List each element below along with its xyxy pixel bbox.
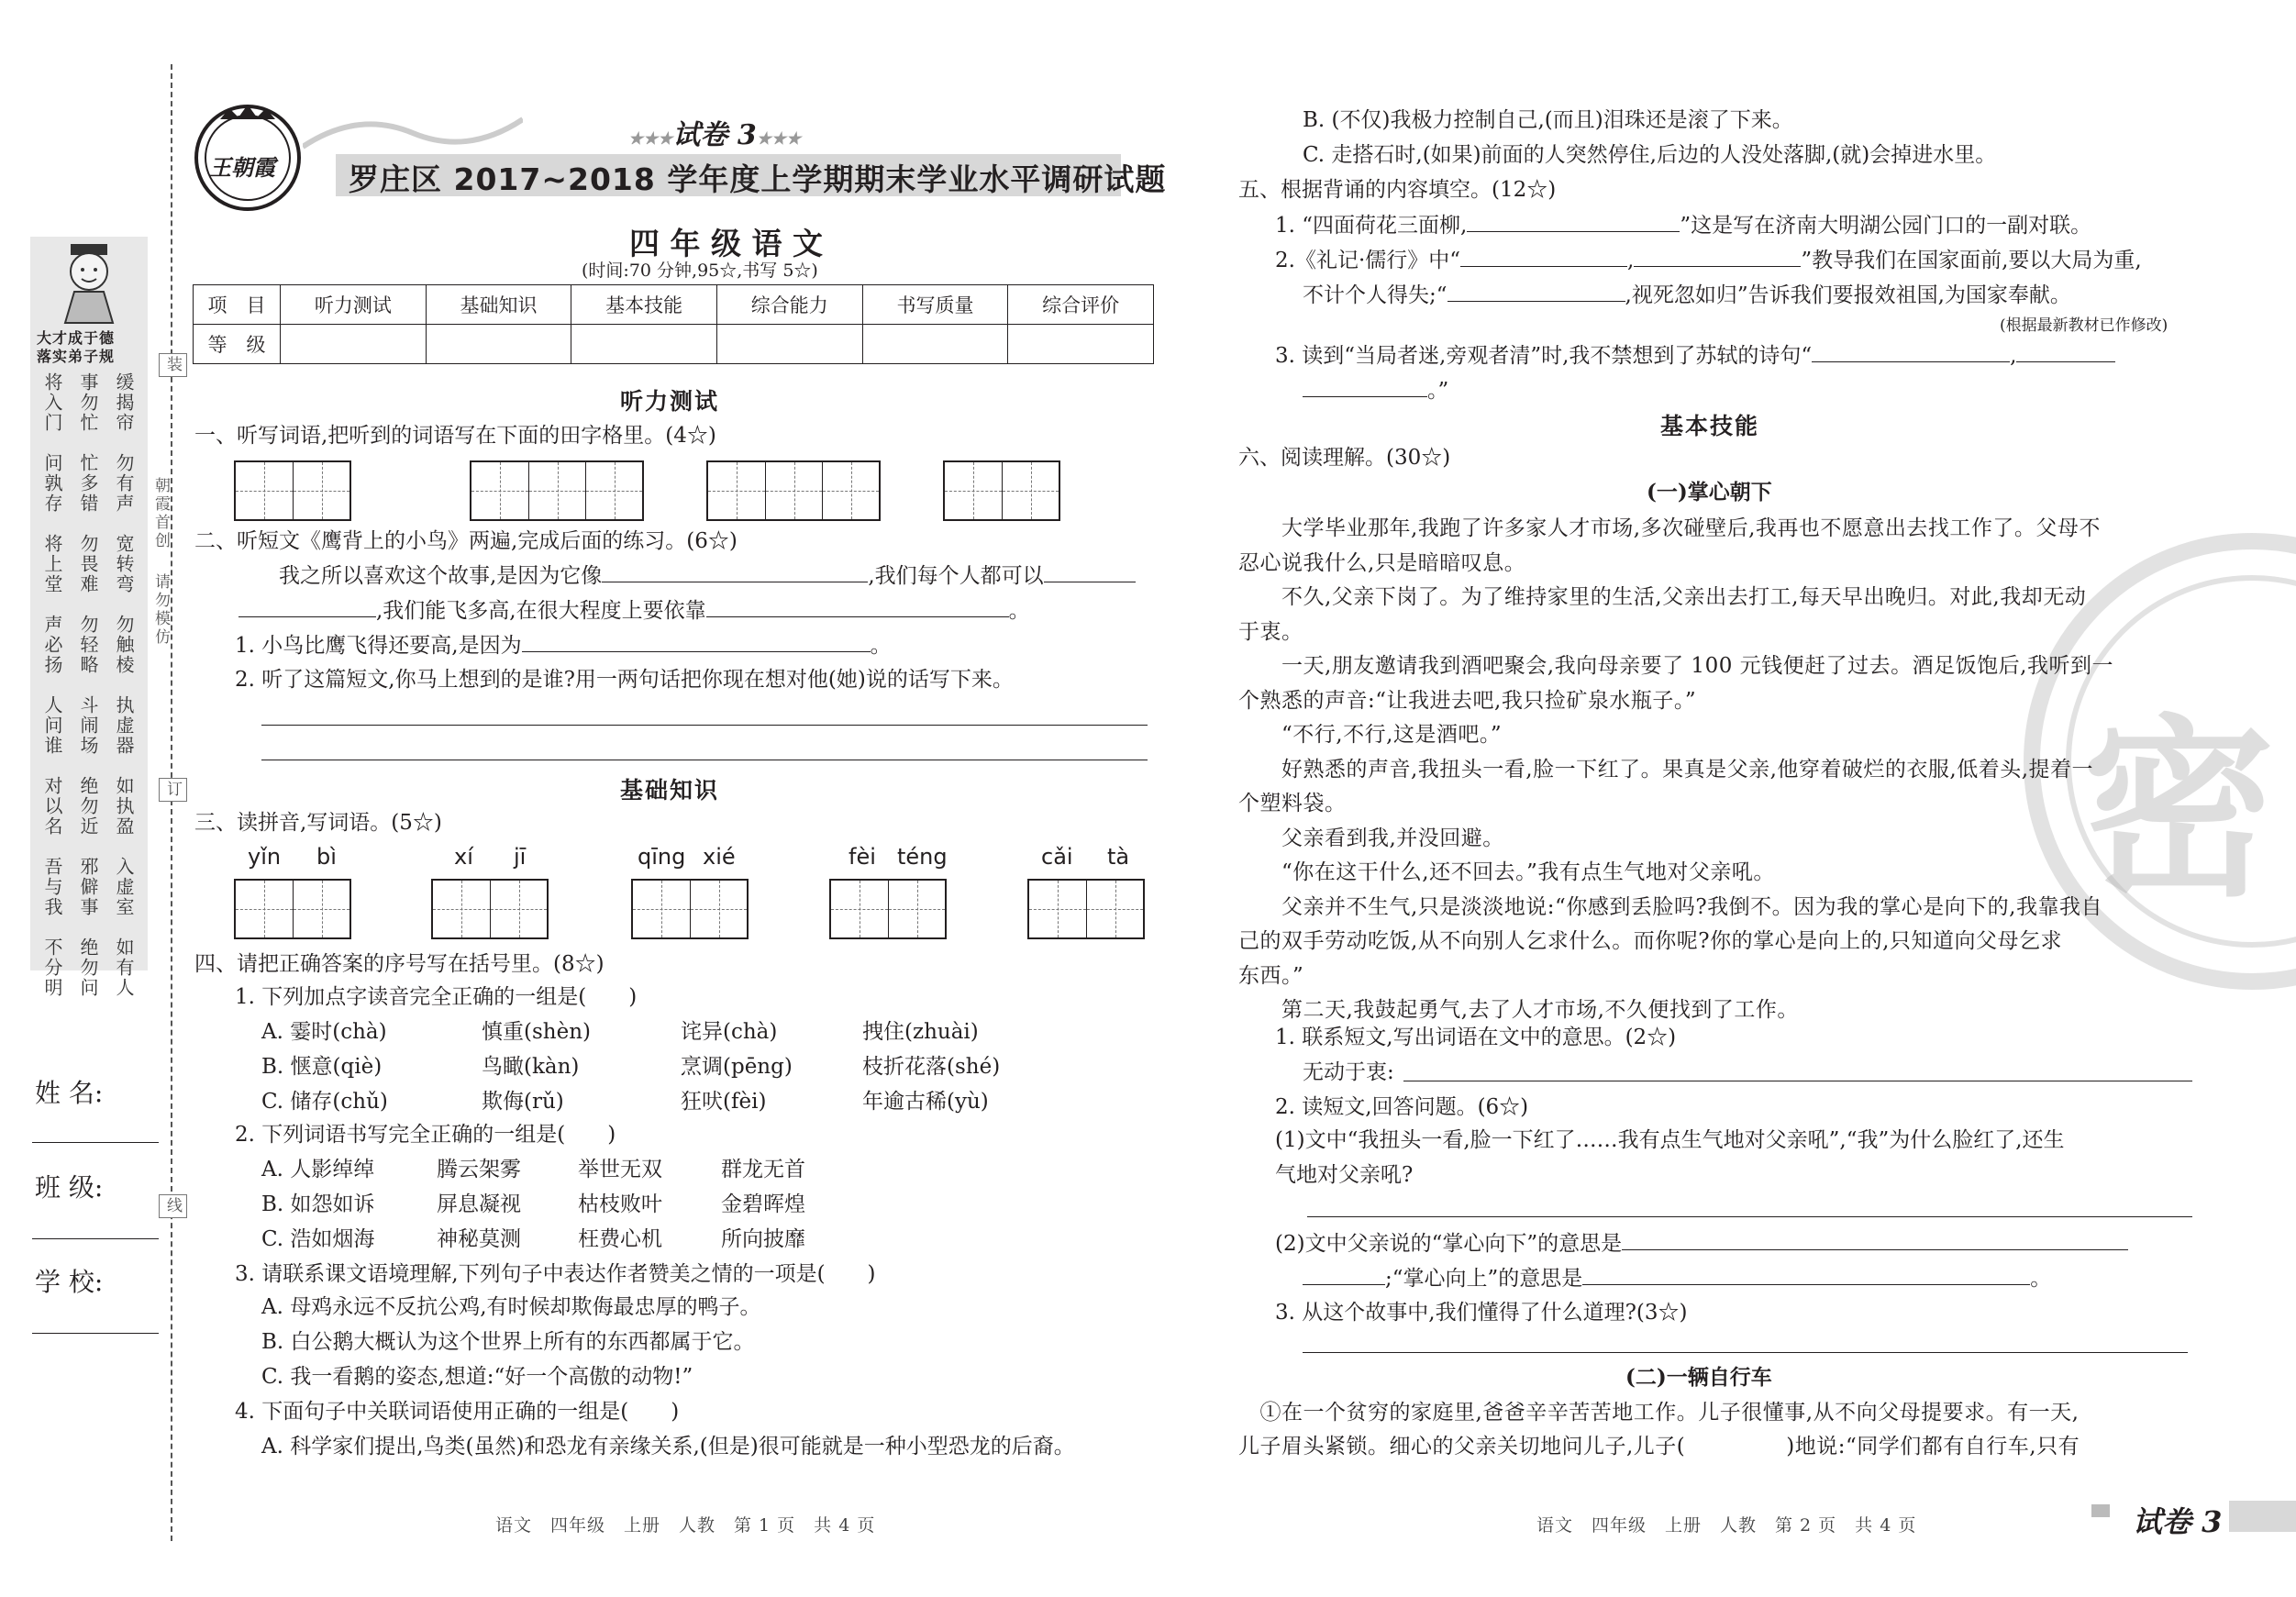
answer-blank[interactable] xyxy=(1685,1433,1786,1453)
answer-blank[interactable] xyxy=(1812,341,2010,362)
answer-blank[interactable] xyxy=(1582,1264,2030,1285)
q5-2-continued xyxy=(1303,281,2071,309)
pinyin-label: yǐn xyxy=(248,844,282,870)
school-label: 学 校: xyxy=(35,1267,104,1297)
answer-blank[interactable] xyxy=(1634,246,1801,267)
passage-line: 不久,父亲下岗了。为了维持家里的生活,父亲出去打工,每天早出晚归。对此,我却无动 xyxy=(1238,585,2087,609)
question-4-3: 3. 请联系课文语境理解,下列句子中表达作者赞美之情的一项是( ) xyxy=(235,1262,876,1286)
q2-1-end: 。 xyxy=(870,634,892,658)
motto-line: 邪僻事 xyxy=(77,857,99,917)
option-cell: 金碧晖煌 xyxy=(721,1192,805,1216)
motto-top-line1: 大才成于德 xyxy=(37,329,116,347)
q2-text: 。 xyxy=(1008,599,1030,623)
q2-text: ,我们每个人都可以 xyxy=(868,564,1044,588)
answer-line[interactable] xyxy=(261,725,1148,726)
motto-line: 如执盈 xyxy=(113,776,135,837)
motto-line: 宽转弯 xyxy=(113,534,135,594)
option-cell: C. 浩如烟海 xyxy=(261,1227,375,1251)
answer-blank[interactable] xyxy=(602,561,868,582)
p1-q2-2 xyxy=(1275,1229,2128,1258)
q5-text: ,视死忽如归”告诉我们要报效祖国,为国家奉献。 xyxy=(1625,283,2071,307)
pinyin-grid[interactable] xyxy=(431,879,549,939)
motto-grid xyxy=(43,369,135,1002)
q5-text: ”教导我们在国家面前,要以大局为重, xyxy=(1801,249,2142,272)
answer-blank[interactable] xyxy=(1303,1264,1385,1285)
q5-3-continued xyxy=(1303,376,1448,405)
answer-blank[interactable] xyxy=(1303,376,1427,397)
q5-3 xyxy=(1275,341,2115,370)
question-4: 四、请把正确答案的序号写在括号里。(8☆) xyxy=(194,952,605,976)
answer-blank[interactable] xyxy=(522,631,871,652)
motto-line: 将入门 xyxy=(41,372,63,433)
passage-line: 于衷。 xyxy=(1238,619,1303,644)
right-footer: 语文 四年级 上册 人教 第 2 页 共 4 页 xyxy=(1536,1515,1917,1536)
passage-line: 个塑料袋。 xyxy=(1238,792,1347,815)
answer-line[interactable] xyxy=(1307,1216,2192,1217)
motto-line: 执虚器 xyxy=(113,695,135,756)
question-4-4: 4. 下面句子中关联词语使用正确的一组是( ) xyxy=(235,1400,680,1424)
corner-bar xyxy=(2229,1501,2296,1532)
q5-text: 不计个人得失;“ xyxy=(1303,283,1447,307)
passage-1-body xyxy=(1238,512,2113,1028)
answer-line[interactable] xyxy=(1303,1352,2188,1353)
motto-line: 勿畏难 xyxy=(77,534,99,594)
score-header: 基本技能 xyxy=(571,285,717,325)
q2-sentence-2 xyxy=(238,596,1030,625)
q5-text: , xyxy=(1627,249,1635,272)
tianzi-grid[interactable] xyxy=(234,460,351,521)
q5-2 xyxy=(1275,246,2142,274)
q2-text: 我之所以喜欢这个故事,是因为它像 xyxy=(279,564,603,588)
option-cell: B. 惬意(qiè) xyxy=(261,1055,383,1079)
left-footer: 语文 四年级 上册 人教 第 1 页 共 4 页 xyxy=(495,1515,876,1536)
vertical-note-1: 朝霞首创 xyxy=(151,477,170,550)
option-cell: 慎重(shèn) xyxy=(482,1020,591,1044)
paper-label: ★★★试卷 3★★★ xyxy=(628,119,802,151)
answer-blank[interactable] xyxy=(1622,1229,2128,1250)
pinyin-label: xí xyxy=(454,844,473,870)
pinyin-label: jī xyxy=(514,844,527,870)
question-1: 一、听写词语,把听到的词语写在下面的田字格里。(4☆) xyxy=(194,424,716,448)
answer-blank[interactable] xyxy=(1467,211,1680,232)
logo-text: 王朝霞 xyxy=(209,154,275,181)
passage-2-text: )地说:“同学们都有自行车,只有 xyxy=(1786,1435,2080,1458)
passage-line: 父亲并不生气,只是淡淡地说:“你感到丢脸吗?我倒不。因为我的掌心是向下的,我靠我自 xyxy=(1238,894,2102,919)
passage-line: 一天,朋友邀请我到酒吧聚会,我向母亲要了 100 元钱便赶了过去。酒足饭饱后,我听到一 xyxy=(1238,654,2113,678)
passage-line: “你在这干什么,还不回去。”我有点生气地对父亲吼。 xyxy=(1238,860,1775,884)
cut-label-3: 线 xyxy=(159,1194,187,1218)
p1-q2-2-continued xyxy=(1303,1264,2051,1292)
option-cell: 群龙无首 xyxy=(721,1158,805,1181)
passage-2-line-2 xyxy=(1238,1433,2080,1460)
option-cell: 枯枝败叶 xyxy=(578,1192,662,1216)
vertical-note-2: 请勿模仿 xyxy=(151,573,170,647)
cut-label-1: 装 xyxy=(159,353,187,377)
score-row-label: 等 级 xyxy=(194,325,281,364)
option-cell: A. 霎时(chà) xyxy=(261,1020,387,1044)
class-field[interactable] xyxy=(32,1238,159,1239)
option-cell: 枝折花落(shé) xyxy=(862,1055,1001,1079)
tianzi-grid[interactable] xyxy=(470,460,644,521)
q4-4-option-b: B. (不仅)我极力控制自己,(而且)泪珠还是滚了下来。 xyxy=(1303,108,1793,132)
motto-line: 忙多错 xyxy=(77,453,99,514)
q5-text: ”这是写在济南大明湖公园门口的一副对联。 xyxy=(1680,214,2092,238)
ribbon-decoration-icon xyxy=(303,110,523,156)
option-cell: 神秘莫测 xyxy=(437,1227,521,1251)
pinyin-grid[interactable] xyxy=(234,879,351,939)
question-6: 六、阅读理解。(30☆) xyxy=(1238,446,1451,470)
score-cell[interactable] xyxy=(716,325,862,364)
p1-question-2: 2. 读短文,回答问题。(6☆) xyxy=(1275,1095,1529,1119)
score-header: 项 目 xyxy=(194,285,281,325)
scholar-figure-icon xyxy=(50,240,128,325)
motto-line: 缓揭帘 xyxy=(113,372,135,433)
time-info: (时间:70 分钟,95☆,书写 5☆) xyxy=(582,261,818,281)
skills-section-title: 基本技能 xyxy=(1660,413,1760,439)
passage-line: 忍心说我什么,只是暗暗叹息。 xyxy=(1238,550,1526,575)
q2-1-text: 1. 小鸟比鹰飞得还要高,是因为 xyxy=(235,634,522,658)
motto-line: 勿有声 xyxy=(113,453,135,514)
motto-line: 勿触棱 xyxy=(113,615,135,675)
name-field[interactable] xyxy=(32,1142,159,1143)
motto-line: 绝勿近 xyxy=(77,776,99,837)
option-cell: C. 储存(chǔ) xyxy=(261,1090,388,1114)
motto-line: 对以名 xyxy=(41,776,63,837)
motto-line: 事勿忙 xyxy=(77,372,99,433)
q5-text: 。” xyxy=(1427,379,1449,403)
paper-label-text: 试卷 3 xyxy=(672,119,757,151)
passage-line: 东西。” xyxy=(1238,963,1304,988)
motto-line: 绝勿问 xyxy=(77,937,99,998)
motto-line: 吾与我 xyxy=(41,857,63,917)
option-cell: B. 如怨如诉 xyxy=(261,1192,375,1216)
passage-line: 好熟悉的声音,我扭头一看,脸一下红了。果真是父亲,他穿着破烂的衣服,低着头,提着一 xyxy=(1238,757,2094,782)
p1-q2-2-end: 。 xyxy=(2030,1267,2052,1291)
score-header: 综合能力 xyxy=(716,285,862,325)
passage-2-text: 儿子眉头紧锁。细心的父亲关切地问儿子,儿子( xyxy=(1238,1435,1686,1458)
passage-line: 第二天,我鼓起勇气,去了人才市场,不久便找到了工作。 xyxy=(1238,998,1799,1022)
pinyin-label: xié xyxy=(703,844,736,870)
passage-2-line-1: ①在一个贫穷的家庭里,爸爸辛辛苦苦地工作。儿子很懂事,从不向父母提要求。有一天, xyxy=(1238,1401,2080,1425)
q5-text: 3. 读到“当局者迷,旁观者清”时,我不禁想到了苏轼的诗句“ xyxy=(1275,344,1813,368)
passage-line: 父亲看到我,并没回避。 xyxy=(1238,826,1504,850)
option-cell: 欺侮(rǔ) xyxy=(482,1090,564,1114)
option-cell: 狂吠(fèi) xyxy=(681,1090,767,1114)
class-label: 班 级: xyxy=(35,1172,104,1203)
answer-blank[interactable] xyxy=(1460,246,1627,267)
watermark-text: 密 xyxy=(2082,696,2276,923)
passage-1-title: (一)掌心朝下 xyxy=(1647,480,1772,505)
p1-q2-2-text: (2)文中父亲说的“掌心向下”的意思是 xyxy=(1275,1232,1623,1256)
motto-line: 勿轻略 xyxy=(77,615,99,675)
passage-line: “不行,不行,这是酒吧。” xyxy=(1238,723,1503,747)
passage-line: 大学毕业那年,我跑了许多家人才市场,多次碰壁后,我再也不愿意出去找工作了。父母不 xyxy=(1238,516,2101,540)
q2-sentence-1 xyxy=(279,561,1136,590)
motto-line: 斗闹场 xyxy=(77,695,99,756)
p1-q1-word: 无动于衷: xyxy=(1303,1060,1394,1084)
school-field[interactable] xyxy=(32,1333,159,1334)
option-cell: 鸟瞰(kàn) xyxy=(482,1055,580,1079)
option-cell: 举世无双 xyxy=(578,1158,662,1181)
answer-blank[interactable] xyxy=(1447,281,1625,302)
motto-line: 将上堂 xyxy=(41,534,63,594)
q4-3-option-c: C. 我一看鹅的姿态,想道:“好一个高傲的动物!” xyxy=(261,1365,693,1389)
answer-blank[interactable] xyxy=(1044,561,1136,582)
pinyin-label: bì xyxy=(316,844,337,870)
q5-text: 1. “四面荷花三面柳, xyxy=(1275,214,1468,238)
p1-question-3: 3. 从这个故事中,我们懂得了什么道理?(3☆) xyxy=(1275,1301,1688,1325)
q4-4-option-a: A. 科学家们提出,鸟类(虽然)和恐龙有亲缘关系,(但是)很可能就是一种小型恐龙的后裔。 xyxy=(261,1435,1075,1458)
option-cell: 屏息凝视 xyxy=(437,1192,521,1216)
p1-question-1: 1. 联系短文,写出词语在文中的意思。(2☆) xyxy=(1275,1026,1677,1049)
motto-line: 问孰存 xyxy=(41,453,63,514)
passage-line: 个熟悉的声音:“让我进去吧,我只捡矿泉水瓶子。” xyxy=(1238,688,1697,713)
option-cell: 拽住(zhuài) xyxy=(862,1020,979,1044)
q5-text: , xyxy=(2010,344,2017,368)
pinyin-label: téng xyxy=(897,844,948,870)
pinyin-label: qīng xyxy=(638,844,686,870)
motto-line: 人问谁 xyxy=(41,695,63,756)
q5-1 xyxy=(1275,211,2091,239)
pinyin-grid[interactable] xyxy=(631,879,749,939)
motto-line: 声必扬 xyxy=(41,615,63,675)
answer-blank[interactable] xyxy=(2016,341,2115,362)
score-cell[interactable] xyxy=(426,325,571,364)
question-4-1: 1. 下列加点字读音完全正确的一组是( ) xyxy=(235,985,638,1009)
tianzi-grid[interactable] xyxy=(943,460,1060,521)
option-cell: 烹调(pēng) xyxy=(681,1055,793,1079)
pinyin-label: cǎi xyxy=(1041,844,1073,870)
pinyin-label: tà xyxy=(1107,844,1130,870)
q5-text: 2.《礼记·儒行》中“ xyxy=(1275,249,1461,272)
corner-decoration xyxy=(2091,1504,2110,1517)
answer-blank[interactable] xyxy=(706,596,1009,617)
exam-title: 罗庄区 2017~2018 学年度上学期期末学业水平调研试题 xyxy=(349,161,1167,197)
q5-note: (根据最新教材已作修改) xyxy=(2000,316,2168,335)
option-cell: 年逾古稀(yù) xyxy=(862,1090,989,1114)
score-cell[interactable] xyxy=(571,325,717,364)
score-cell[interactable] xyxy=(281,325,427,364)
p1-q2-1a: (1)文中“我扭头一看,脸一下红了……我有点生气地对父亲吼”,“我”为什么脸红了,还生 xyxy=(1275,1128,2065,1152)
q2-text: ,我们能飞多高,在很大程度上要依靠 xyxy=(376,599,706,623)
name-label: 姓 名: xyxy=(35,1078,104,1108)
motto-line: 不分明 xyxy=(41,937,63,998)
question-4-2: 2. 下列词语书写完全正确的一组是( ) xyxy=(235,1123,616,1147)
listening-section-title: 听力测试 xyxy=(620,388,720,415)
pinyin-grid[interactable] xyxy=(829,879,947,939)
score-header: 综合评价 xyxy=(1008,285,1154,325)
q4-3-option-b: B. 白公鹅大概认为这个世界上所有的东西都属于它。 xyxy=(261,1330,755,1354)
passage-2-title: (二)一辆自行车 xyxy=(1625,1365,1772,1390)
q4-4-option-c: C. 走搭石时,(如果)前面的人突然停住,后边的人没处落脚,(就)会掉进水里。 xyxy=(1303,143,1997,167)
option-cell: 所向披靡 xyxy=(721,1227,805,1251)
motto-line: 如有人 xyxy=(113,937,135,998)
option-cell: 腾云架雾 xyxy=(437,1158,521,1181)
p1-q2-2-text: ;“掌心向上”的意思是 xyxy=(1385,1267,1583,1291)
score-table xyxy=(193,284,1154,364)
corner-label: 试卷 3 xyxy=(2133,1504,2223,1539)
motto-line: 入虚室 xyxy=(113,857,135,917)
score-header: 听力测试 xyxy=(281,285,427,325)
tianzi-grid[interactable] xyxy=(706,460,881,521)
option-cell: 枉费心机 xyxy=(578,1227,662,1251)
motto-top-line2: 落实弟子规 xyxy=(37,348,116,365)
binding-dashed-line xyxy=(171,64,172,1541)
passage-line: 己的双手劳动吃饭,从不向别人乞求什么。而你呢?你的掌心是向上的,只知道向父母乞求 xyxy=(1238,929,2062,953)
score-header: 基础知识 xyxy=(426,285,571,325)
pinyin-grid[interactable] xyxy=(1027,879,1145,939)
score-cell[interactable] xyxy=(862,325,1008,364)
answer-blank[interactable] xyxy=(238,596,376,617)
q2-sub-1 xyxy=(235,631,892,660)
score-cell[interactable] xyxy=(1008,325,1154,364)
option-cell: A. 人影绰绰 xyxy=(261,1158,375,1181)
p1-q2-1b: 气地对父亲吼? xyxy=(1275,1163,1414,1187)
question-2: 二、听短文《鹰背上的小鸟》两遍,完成后面的练习。(6☆) xyxy=(194,529,738,553)
q2-sub-2: 2. 听了这篇短文,你马上想到的是谁?用一两句话把你现在想对他(她)说的话写下来。 xyxy=(235,668,1014,692)
q4-3-option-a: A. 母鸡永远不反抗公鸡,有时候却欺侮最忠厚的鸭子。 xyxy=(261,1295,761,1319)
basic-section-title: 基础知识 xyxy=(620,777,720,804)
question-5: 五、根据背诵的内容填空。(12☆) xyxy=(1238,178,1557,202)
question-3: 三、读拼音,写词语。(5☆) xyxy=(194,811,442,835)
pinyin-label: fèi xyxy=(849,844,876,870)
subject-title: 四 年 级 语 文 xyxy=(629,226,823,261)
option-cell: 诧异(chà) xyxy=(681,1020,778,1044)
score-header: 书写质量 xyxy=(862,285,1008,325)
cut-label-2: 订 xyxy=(159,778,187,802)
